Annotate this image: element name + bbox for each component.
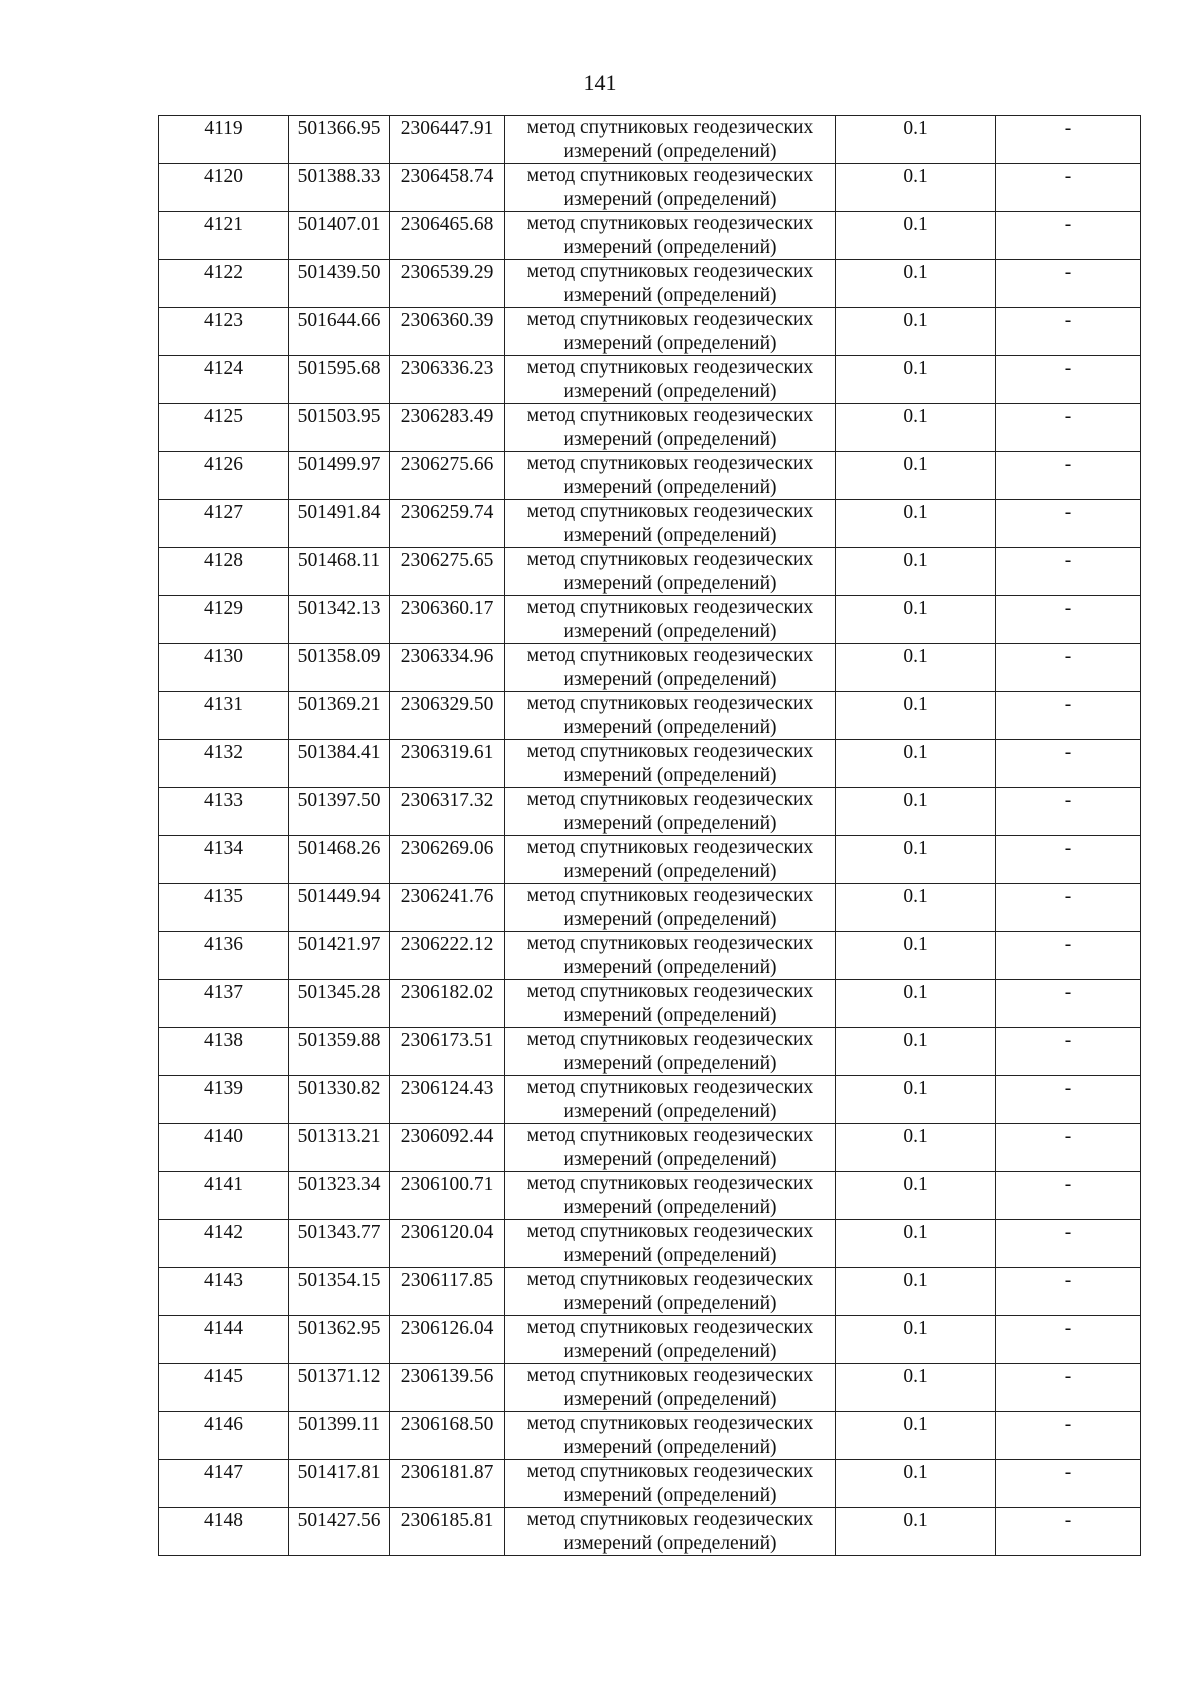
x-coordinate-cell: 501388.33 xyxy=(289,164,390,212)
accuracy-cell: 0.1 xyxy=(836,692,996,740)
point-number-cell: 4148 xyxy=(159,1508,289,1556)
table-row xyxy=(159,1316,1141,1364)
method-cell: метод спутниковых геодезических измерений (определений) xyxy=(505,1412,836,1460)
y-coordinate-cell: 2306120.04 xyxy=(390,1220,505,1268)
note-cell: - xyxy=(996,1076,1141,1124)
method-cell: метод спутниковых геодезических измерений (определений) xyxy=(505,1124,836,1172)
x-coordinate-cell: 501449.94 xyxy=(289,884,390,932)
note-cell: - xyxy=(996,1124,1141,1172)
point-number-cell: 4133 xyxy=(159,788,289,836)
accuracy-cell: 0.1 xyxy=(836,1028,996,1076)
note-cell: - xyxy=(996,692,1141,740)
point-number-cell: 4146 xyxy=(159,1412,289,1460)
note-cell: - xyxy=(996,452,1141,500)
y-coordinate-cell: 2306360.39 xyxy=(390,308,505,356)
y-coordinate-cell: 2306319.61 xyxy=(390,740,505,788)
accuracy-cell: 0.1 xyxy=(836,164,996,212)
point-number-cell: 4141 xyxy=(159,1172,289,1220)
method-cell: метод спутниковых геодезических измерений (определений) xyxy=(505,596,836,644)
note-cell: - xyxy=(996,500,1141,548)
point-number-cell: 4134 xyxy=(159,836,289,884)
y-coordinate-cell: 2306275.65 xyxy=(390,548,505,596)
table-row xyxy=(159,1028,1141,1076)
y-coordinate-cell: 2306185.81 xyxy=(390,1508,505,1556)
table-row xyxy=(159,740,1141,788)
y-coordinate-cell: 2306124.43 xyxy=(390,1076,505,1124)
point-number-cell: 4142 xyxy=(159,1220,289,1268)
table-row xyxy=(159,1172,1141,1220)
y-coordinate-cell: 2306222.12 xyxy=(390,932,505,980)
point-number-cell: 4125 xyxy=(159,404,289,452)
method-cell: метод спутниковых геодезических измерений (определений) xyxy=(505,788,836,836)
table-row xyxy=(159,1508,1141,1556)
y-coordinate-cell: 2306241.76 xyxy=(390,884,505,932)
note-cell: - xyxy=(996,212,1141,260)
x-coordinate-cell: 501397.50 xyxy=(289,788,390,836)
note-cell: - xyxy=(996,548,1141,596)
accuracy-cell: 0.1 xyxy=(836,788,996,836)
x-coordinate-cell: 501313.21 xyxy=(289,1124,390,1172)
x-coordinate-cell: 501359.88 xyxy=(289,1028,390,1076)
table-row xyxy=(159,164,1141,212)
accuracy-cell: 0.1 xyxy=(836,1124,996,1172)
accuracy-cell: 0.1 xyxy=(836,980,996,1028)
x-coordinate-cell: 501491.84 xyxy=(289,500,390,548)
table-row xyxy=(159,1364,1141,1412)
method-cell: метод спутниковых геодезических измерений (определений) xyxy=(505,1028,836,1076)
method-cell: метод спутниковых геодезических измерений (определений) xyxy=(505,836,836,884)
accuracy-cell: 0.1 xyxy=(836,548,996,596)
note-cell: - xyxy=(996,1508,1141,1556)
x-coordinate-cell: 501399.11 xyxy=(289,1412,390,1460)
accuracy-cell: 0.1 xyxy=(836,1508,996,1556)
table-row xyxy=(159,836,1141,884)
method-cell: метод спутниковых геодезических измерений (определений) xyxy=(505,1460,836,1508)
y-coordinate-cell: 2306181.87 xyxy=(390,1460,505,1508)
x-coordinate-cell: 501343.77 xyxy=(289,1220,390,1268)
accuracy-cell: 0.1 xyxy=(836,500,996,548)
point-number-cell: 4144 xyxy=(159,1316,289,1364)
x-coordinate-cell: 501644.66 xyxy=(289,308,390,356)
method-cell: метод спутниковых геодезических измерений (определений) xyxy=(505,356,836,404)
table-row xyxy=(159,692,1141,740)
point-number-cell: 4122 xyxy=(159,260,289,308)
accuracy-cell: 0.1 xyxy=(836,884,996,932)
x-coordinate-cell: 501468.26 xyxy=(289,836,390,884)
method-cell: метод спутниковых геодезических измерений (определений) xyxy=(505,1172,836,1220)
accuracy-cell: 0.1 xyxy=(836,836,996,884)
y-coordinate-cell: 2306317.32 xyxy=(390,788,505,836)
point-number-cell: 4139 xyxy=(159,1076,289,1124)
note-cell: - xyxy=(996,644,1141,692)
point-number-cell: 4138 xyxy=(159,1028,289,1076)
note-cell: - xyxy=(996,932,1141,980)
note-cell: - xyxy=(996,356,1141,404)
x-coordinate-cell: 501342.13 xyxy=(289,596,390,644)
method-cell: метод спутниковых геодезических измерений (определений) xyxy=(505,1508,836,1556)
accuracy-cell: 0.1 xyxy=(836,404,996,452)
table-row xyxy=(159,788,1141,836)
note-cell: - xyxy=(996,1172,1141,1220)
note-cell: - xyxy=(996,1364,1141,1412)
x-coordinate-cell: 501427.56 xyxy=(289,1508,390,1556)
accuracy-cell: 0.1 xyxy=(836,1172,996,1220)
y-coordinate-cell: 2306447.91 xyxy=(390,116,505,164)
table-row xyxy=(159,1268,1141,1316)
method-cell: метод спутниковых геодезических измерений (определений) xyxy=(505,164,836,212)
method-cell: метод спутниковых геодезических измерений (определений) xyxy=(505,404,836,452)
method-cell: метод спутниковых геодезических измерений (определений) xyxy=(505,1364,836,1412)
note-cell: - xyxy=(996,836,1141,884)
point-number-cell: 4121 xyxy=(159,212,289,260)
accuracy-cell: 0.1 xyxy=(836,260,996,308)
method-cell: метод спутниковых геодезических измерений (определений) xyxy=(505,932,836,980)
method-cell: метод спутниковых геодезических измерений (определений) xyxy=(505,644,836,692)
point-number-cell: 4143 xyxy=(159,1268,289,1316)
method-cell: метод спутниковых геодезических измерений (определений) xyxy=(505,980,836,1028)
method-cell: метод спутниковых геодезических измерений (определений) xyxy=(505,308,836,356)
note-cell: - xyxy=(996,788,1141,836)
y-coordinate-cell: 2306092.44 xyxy=(390,1124,505,1172)
table-row xyxy=(159,1412,1141,1460)
accuracy-cell: 0.1 xyxy=(836,1268,996,1316)
y-coordinate-cell: 2306117.85 xyxy=(390,1268,505,1316)
y-coordinate-cell: 2306539.29 xyxy=(390,260,505,308)
y-coordinate-cell: 2306269.06 xyxy=(390,836,505,884)
accuracy-cell: 0.1 xyxy=(836,644,996,692)
table-row xyxy=(159,932,1141,980)
y-coordinate-cell: 2306283.49 xyxy=(390,404,505,452)
x-coordinate-cell: 501330.82 xyxy=(289,1076,390,1124)
point-number-cell: 4135 xyxy=(159,884,289,932)
note-cell: - xyxy=(996,740,1141,788)
point-number-cell: 4130 xyxy=(159,644,289,692)
y-coordinate-cell: 2306259.74 xyxy=(390,500,505,548)
accuracy-cell: 0.1 xyxy=(836,212,996,260)
table-row xyxy=(159,1076,1141,1124)
y-coordinate-cell: 2306168.50 xyxy=(390,1412,505,1460)
note-cell: - xyxy=(996,260,1141,308)
coordinates-table xyxy=(158,115,1141,1556)
table-row xyxy=(159,980,1141,1028)
y-coordinate-cell: 2306126.04 xyxy=(390,1316,505,1364)
note-cell: - xyxy=(996,404,1141,452)
table-row xyxy=(159,884,1141,932)
y-coordinate-cell: 2306458.74 xyxy=(390,164,505,212)
point-number-cell: 4132 xyxy=(159,740,289,788)
note-cell: - xyxy=(996,884,1141,932)
x-coordinate-cell: 501421.97 xyxy=(289,932,390,980)
method-cell: метод спутниковых геодезических измерений (определений) xyxy=(505,116,836,164)
accuracy-cell: 0.1 xyxy=(836,740,996,788)
x-coordinate-cell: 501595.68 xyxy=(289,356,390,404)
note-cell: - xyxy=(996,1268,1141,1316)
note-cell: - xyxy=(996,308,1141,356)
accuracy-cell: 0.1 xyxy=(836,308,996,356)
point-number-cell: 4128 xyxy=(159,548,289,596)
note-cell: - xyxy=(996,1028,1141,1076)
accuracy-cell: 0.1 xyxy=(836,932,996,980)
method-cell: метод спутниковых геодезических измерений (определений) xyxy=(505,692,836,740)
x-coordinate-cell: 501417.81 xyxy=(289,1460,390,1508)
x-coordinate-cell: 501468.11 xyxy=(289,548,390,596)
note-cell: - xyxy=(996,1460,1141,1508)
point-number-cell: 4124 xyxy=(159,356,289,404)
x-coordinate-cell: 501407.01 xyxy=(289,212,390,260)
method-cell: метод спутниковых геодезических измерений (определений) xyxy=(505,452,836,500)
table-row xyxy=(159,356,1141,404)
y-coordinate-cell: 2306100.71 xyxy=(390,1172,505,1220)
x-coordinate-cell: 501354.15 xyxy=(289,1268,390,1316)
point-number-cell: 4136 xyxy=(159,932,289,980)
table-row xyxy=(159,308,1141,356)
x-coordinate-cell: 501503.95 xyxy=(289,404,390,452)
method-cell: метод спутниковых геодезических измерений (определений) xyxy=(505,884,836,932)
point-number-cell: 4119 xyxy=(159,116,289,164)
method-cell: метод спутниковых геодезических измерений (определений) xyxy=(505,500,836,548)
x-coordinate-cell: 501439.50 xyxy=(289,260,390,308)
y-coordinate-cell: 2306336.23 xyxy=(390,356,505,404)
method-cell: метод спутниковых геодезических измерений (определений) xyxy=(505,260,836,308)
x-coordinate-cell: 501323.34 xyxy=(289,1172,390,1220)
note-cell: - xyxy=(996,980,1141,1028)
point-number-cell: 4127 xyxy=(159,500,289,548)
x-coordinate-cell: 501369.21 xyxy=(289,692,390,740)
accuracy-cell: 0.1 xyxy=(836,116,996,164)
page-number: 141 xyxy=(583,70,617,95)
table-row xyxy=(159,1460,1141,1508)
method-cell: метод спутниковых геодезических измерений (определений) xyxy=(505,548,836,596)
accuracy-cell: 0.1 xyxy=(836,1076,996,1124)
table-row xyxy=(159,596,1141,644)
table-row xyxy=(159,548,1141,596)
y-coordinate-cell: 2306334.96 xyxy=(390,644,505,692)
y-coordinate-cell: 2306139.56 xyxy=(390,1364,505,1412)
note-cell: - xyxy=(996,1316,1141,1364)
y-coordinate-cell: 2306173.51 xyxy=(390,1028,505,1076)
accuracy-cell: 0.1 xyxy=(836,1460,996,1508)
table-row xyxy=(159,260,1141,308)
x-coordinate-cell: 501371.12 xyxy=(289,1364,390,1412)
note-cell: - xyxy=(996,596,1141,644)
table-row xyxy=(159,116,1141,164)
note-cell: - xyxy=(996,1412,1141,1460)
accuracy-cell: 0.1 xyxy=(836,1316,996,1364)
point-number-cell: 4140 xyxy=(159,1124,289,1172)
y-coordinate-cell: 2306329.50 xyxy=(390,692,505,740)
note-cell: - xyxy=(996,116,1141,164)
point-number-cell: 4129 xyxy=(159,596,289,644)
accuracy-cell: 0.1 xyxy=(836,596,996,644)
accuracy-cell: 0.1 xyxy=(836,356,996,404)
table-row xyxy=(159,500,1141,548)
y-coordinate-cell: 2306360.17 xyxy=(390,596,505,644)
x-coordinate-cell: 501362.95 xyxy=(289,1316,390,1364)
y-coordinate-cell: 2306465.68 xyxy=(390,212,505,260)
accuracy-cell: 0.1 xyxy=(836,1220,996,1268)
x-coordinate-cell: 501384.41 xyxy=(289,740,390,788)
coordinates-table-body xyxy=(159,116,1141,1556)
accuracy-cell: 0.1 xyxy=(836,1364,996,1412)
point-number-cell: 4120 xyxy=(159,164,289,212)
x-coordinate-cell: 501358.09 xyxy=(289,644,390,692)
method-cell: метод спутниковых геодезических измерений (определений) xyxy=(505,1316,836,1364)
method-cell: метод спутниковых геодезических измерений (определений) xyxy=(505,1268,836,1316)
x-coordinate-cell: 501345.28 xyxy=(289,980,390,1028)
note-cell: - xyxy=(996,1220,1141,1268)
point-number-cell: 4137 xyxy=(159,980,289,1028)
accuracy-cell: 0.1 xyxy=(836,452,996,500)
method-cell: метод спутниковых геодезических измерений (определений) xyxy=(505,212,836,260)
table-row xyxy=(159,452,1141,500)
point-number-cell: 4131 xyxy=(159,692,289,740)
table-row xyxy=(159,1220,1141,1268)
y-coordinate-cell: 2306275.66 xyxy=(390,452,505,500)
y-coordinate-cell: 2306182.02 xyxy=(390,980,505,1028)
table-row xyxy=(159,212,1141,260)
table-row xyxy=(159,404,1141,452)
note-cell: - xyxy=(996,164,1141,212)
table-row xyxy=(159,1124,1141,1172)
x-coordinate-cell: 501366.95 xyxy=(289,116,390,164)
point-number-cell: 4145 xyxy=(159,1364,289,1412)
accuracy-cell: 0.1 xyxy=(836,1412,996,1460)
point-number-cell: 4126 xyxy=(159,452,289,500)
point-number-cell: 4123 xyxy=(159,308,289,356)
method-cell: метод спутниковых геодезических измерений (определений) xyxy=(505,1220,836,1268)
table-row xyxy=(159,644,1141,692)
x-coordinate-cell: 501499.97 xyxy=(289,452,390,500)
method-cell: метод спутниковых геодезических измерений (определений) xyxy=(505,1076,836,1124)
point-number-cell: 4147 xyxy=(159,1460,289,1508)
method-cell: метод спутниковых геодезических измерений (определений) xyxy=(505,740,836,788)
